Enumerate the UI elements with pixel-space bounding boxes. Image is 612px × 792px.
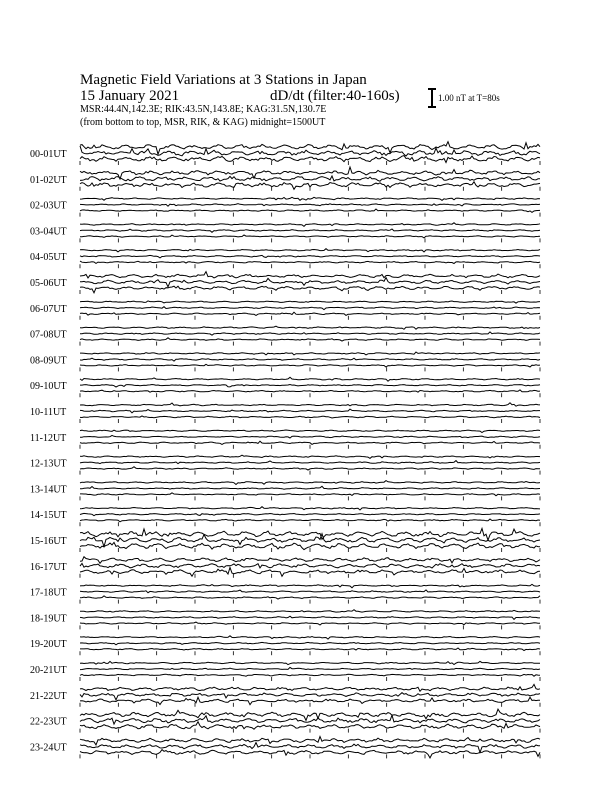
trace-KAG — [80, 430, 540, 433]
chart-title: Magnetic Field Variations at 3 Stations in Japan — [80, 72, 367, 88]
hour-label: 23-24UT — [30, 742, 67, 754]
trace-MSR — [80, 235, 540, 238]
trace-MSR — [80, 648, 540, 651]
hour-row-13-14UT — [30, 481, 540, 501]
trace-RIK — [80, 255, 540, 258]
trace-KAG — [80, 737, 540, 745]
hour-row-02-03UT — [30, 197, 540, 216]
hour-row-07-08UT — [30, 326, 540, 345]
hour-label: 22-23UT — [30, 716, 67, 728]
trace-KAG — [80, 507, 540, 510]
trace-MSR — [80, 596, 540, 599]
hour-label: 02-03UT — [30, 200, 67, 212]
trace-MSR — [80, 390, 540, 392]
trace-KAG — [80, 481, 540, 485]
hour-row-19-20UT — [30, 636, 540, 655]
trace-KAG — [80, 167, 540, 179]
hour-row-20-21UT — [30, 661, 540, 681]
trace-KAG — [80, 249, 540, 252]
hour-label: 16-17UT — [30, 561, 67, 573]
trace-KAG — [80, 272, 540, 278]
trace-RIK — [80, 229, 540, 232]
trace-MSR — [80, 338, 540, 341]
hour-row-00-01UT — [30, 142, 540, 165]
trace-RIK — [80, 146, 540, 156]
trace-MSR — [80, 312, 540, 315]
trace-KAG — [80, 709, 540, 720]
hour-label: 00-01UT — [30, 149, 67, 160]
trace-RIK — [80, 332, 540, 335]
trace-MSR — [80, 519, 540, 522]
hour-label: 18-19UT — [30, 613, 67, 625]
hour-row-15-16UT — [30, 529, 540, 553]
hour-label: 17-18UT — [30, 587, 67, 599]
trace-RIK — [80, 385, 540, 388]
hour-label: 05-06UT — [30, 278, 67, 289]
trace-KAG — [80, 636, 540, 639]
hour-row-23-24UT — [30, 737, 540, 759]
hour-row-11-12UT — [30, 430, 540, 449]
trace-KAG — [80, 352, 540, 355]
hour-row-04-05UT — [30, 249, 540, 269]
chart-quantity: dD/dt (filter:40-160s) — [270, 88, 400, 104]
trace-KAG — [80, 557, 540, 564]
hour-row-12-13UT — [30, 455, 540, 474]
trace-KAG — [80, 610, 540, 612]
hour-label: 08-09UT — [30, 355, 67, 367]
trace-RIK — [80, 409, 540, 413]
hour-row-06-07UT — [30, 301, 540, 320]
trace-MSR — [80, 441, 540, 444]
trace-KAG — [80, 377, 540, 381]
trace-RIK — [80, 461, 540, 464]
trace-KAG — [80, 661, 540, 664]
trace-RIK — [80, 642, 540, 644]
trace-KAG — [80, 584, 540, 587]
hour-row-09-10UT — [30, 377, 540, 397]
trace-RIK — [80, 176, 540, 181]
hour-row-05-06UT — [30, 272, 540, 294]
trace-MSR — [80, 209, 540, 212]
hour-label: 19-20UT — [30, 639, 67, 651]
trace-KAG — [80, 684, 540, 691]
trace-MSR — [80, 416, 540, 418]
trace-KAG — [80, 223, 540, 227]
hour-label: 14-15UT — [30, 510, 67, 522]
hour-label: 03-04UT — [30, 226, 67, 238]
trace-MSR — [80, 467, 540, 470]
hour-label: 07-08UT — [30, 329, 67, 341]
trace-RIK — [80, 358, 540, 361]
hour-label: 11-12UT — [30, 432, 67, 444]
hour-row-10-11UT — [30, 403, 540, 423]
trace-RIK — [80, 693, 540, 700]
hour-row-22-23UT — [30, 709, 540, 733]
hour-label: 21-22UT — [30, 690, 67, 702]
scale-label: 1.00 nT at T=80s — [438, 93, 500, 103]
hour-label: 12-13UT — [30, 458, 67, 470]
trace-KAG — [80, 301, 540, 303]
chart-date: 15 January 2021 — [80, 88, 180, 104]
trace-RIK — [80, 616, 540, 619]
station-coordinates: MSR:44.4N,142.3E; RIK:43.5N,143.8E; KAG:31.5N,130.7E — [80, 104, 327, 115]
trace-order-note: (from bottom to top, MSR, RIK, & KAG) midnight=1500UT — [80, 117, 326, 128]
trace-RIK — [80, 486, 540, 489]
trace-KAG — [80, 326, 540, 329]
trace-MSR — [80, 493, 540, 496]
trace-MSR — [80, 722, 540, 729]
trace-RIK — [80, 435, 540, 438]
hour-row-01-02UT — [30, 167, 540, 191]
trace-RIK — [80, 590, 540, 593]
trace-MSR — [80, 364, 540, 367]
trace-RIK — [80, 563, 540, 568]
trace-KAG — [80, 403, 540, 406]
trace-RIK — [80, 307, 540, 310]
hour-label: 10-11UT — [30, 407, 67, 418]
trace-MSR — [80, 622, 540, 625]
hour-row-17-18UT — [30, 584, 540, 603]
hour-label: 09-10UT — [30, 381, 67, 393]
hour-label: 13-14UT — [30, 484, 67, 496]
hour-label: 04-05UT — [30, 252, 67, 264]
hour-label: 01-02UT — [30, 174, 67, 186]
hour-row-14-15UT — [30, 507, 540, 527]
trace-KAG — [80, 529, 540, 541]
hour-label: 20-21UT — [30, 665, 67, 676]
hour-label: 15-16UT — [30, 536, 67, 547]
hour-row-18-19UT — [30, 610, 540, 630]
trace-RIK — [80, 743, 540, 753]
hour-label: 06-07UT — [30, 303, 67, 315]
hour-row-03-04UT — [30, 223, 540, 243]
trace-MSR — [80, 261, 540, 263]
trace-KAG — [80, 197, 540, 200]
trace-KAG — [80, 455, 540, 458]
hour-row-21-22UT — [30, 684, 540, 706]
trace-RIK — [80, 204, 540, 207]
hour-row-16-17UT — [30, 557, 540, 578]
trace-RIK — [80, 513, 540, 515]
hour-row-08-09UT — [30, 352, 540, 371]
trace-RIK — [80, 278, 540, 287]
trace-RIK — [80, 534, 540, 547]
trace-MSR — [80, 674, 540, 676]
trace-RIK — [80, 667, 540, 669]
